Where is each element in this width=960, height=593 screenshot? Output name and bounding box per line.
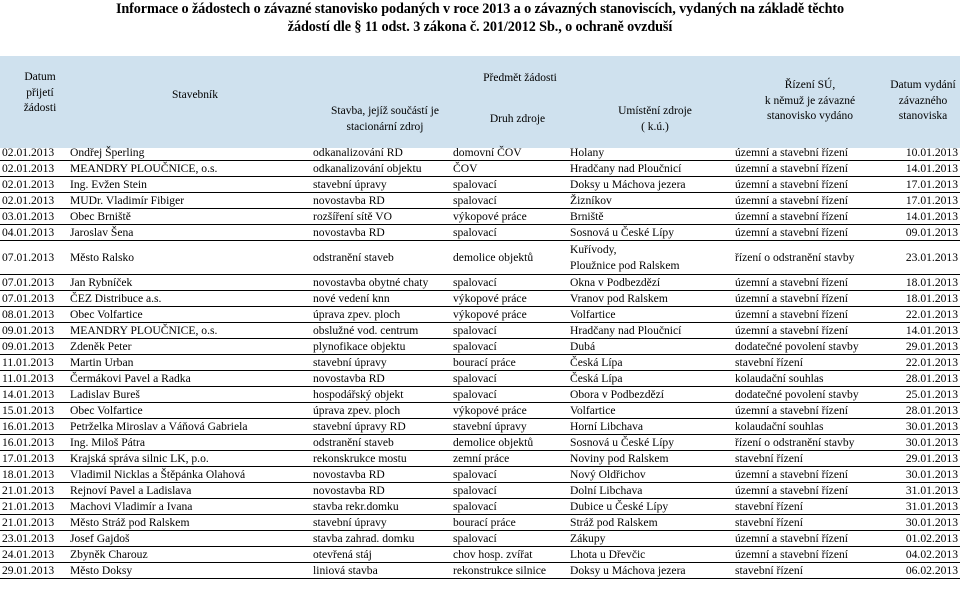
received-date-cell: 02.01.2013 [2,145,55,159]
procedure-cell: územní a stavební řízení [735,161,848,175]
location-cell: Noviny pod Ralskem [570,451,669,465]
received-date-cell: 08.01.2013 [2,307,55,321]
applicant-cell: Zbyněk Charouz [70,547,148,561]
issued-date-cell: 25.01.2013 [905,387,958,401]
header-datum-prijeti: Datum přijetí žádosti [23,71,57,114]
received-date-cell: 11.01.2013 [2,371,54,385]
issued-date-cell: 14.01.2013 [905,323,958,337]
table-row [0,515,960,531]
received-date-cell: 02.01.2013 [2,161,55,175]
building-cell: otevřená stáj [313,547,372,561]
location-cell: Horní Libchava [570,419,644,433]
source-type-cell: demolice objektů [453,250,534,264]
table-row [0,161,960,177]
requests-table [0,145,960,579]
title-line-1: Informace o žádostech o závazné stanovisko podaných v roce 2013 a o závazných stanoviscích, vydaných na základě těchto [115,1,845,17]
building-cell: úprava zpev. ploch [313,307,401,321]
received-date-cell: 14.01.2013 [2,387,55,401]
applicant-cell: Jaroslav Šena [70,225,134,239]
building-cell: novostavba RD [313,483,385,497]
procedure-cell: územní a stavební řízení [735,483,848,497]
applicant-cell: Město Doksy [70,563,133,577]
received-date-cell: 09.01.2013 [2,323,55,337]
location-cell: Sosnová u České Lípy [570,435,675,449]
received-date-cell: 17.01.2013 [2,451,55,465]
location-cell: Žizníkov [570,193,612,207]
table-row [0,209,960,225]
header-druh-zdroje: Druh zdroje [489,113,546,125]
applicant-cell: Martin Urban [70,355,134,369]
procedure-cell: územní a stavební řízení [735,177,848,191]
header-datum-vydani: Datum vydání závazného stanoviska [890,79,956,122]
header-stavba: Stavba, jejíž součástí je stacionární zdroj [331,105,439,133]
source-type-cell: spalovací [453,225,497,239]
title-line-2: žádostí dle § 11 odst. 3 zákona č. 201/2012 Sb., o ochraně ovzduší [287,19,673,35]
issued-date-cell: 29.01.2013 [905,339,958,353]
location-cell: Hradčany nad Ploučnicí [570,161,682,175]
issued-date-cell: 30.01.2013 [905,467,958,481]
source-type-cell: výkopové práce [453,307,527,321]
table-row [0,193,960,209]
source-type-cell: spalovací [453,467,497,481]
received-date-cell: 16.01.2013 [2,419,55,433]
source-type-cell: spalovací [453,387,497,401]
procedure-cell: územní a stavební řízení [735,193,848,207]
location-cell: Lhota u Dřevčic [570,547,646,561]
procedure-cell: územní a stavební řízení [735,323,848,337]
document-title [0,0,960,36]
received-date-cell: 07.01.2013 [2,275,55,289]
applicant-cell: MEANDRY PLOUČNICE, o.s. [70,161,218,175]
location-cell: Dubá [570,339,596,353]
table-row [0,499,960,515]
procedure-cell: stavební řízení [735,515,803,529]
source-type-cell: spalovací [453,483,497,497]
location-cell: Stráž pod Ralskem [570,515,658,529]
building-cell: odkanalizování RD [313,145,403,159]
procedure-cell: dodatečné povolení stavby [735,339,859,353]
source-type-cell: zemní práce [453,451,510,465]
table-row [0,145,960,161]
procedure-cell: územní a stavební řízení [735,547,848,561]
table-row [0,483,960,499]
table-row [0,177,960,193]
issued-date-cell: 10.01.2013 [905,145,958,159]
table-row [0,435,960,451]
source-type-cell: výkopové práce [453,403,527,417]
procedure-cell: řízení o odstranění stavby [735,250,855,264]
applicant-cell: Zdeněk Peter [70,339,132,353]
issued-date-cell: 28.01.2013 [905,403,958,417]
building-cell: odstranění staveb [313,435,394,449]
received-date-cell: 03.01.2013 [2,209,55,223]
building-cell: novostavba RD [313,193,385,207]
applicant-cell: Ing. Evžen Stein [70,177,147,191]
applicant-cell: Rejnoví Pavel a Ladislava [70,483,192,497]
building-cell: novostavba RD [313,371,385,385]
received-date-cell: 07.01.2013 [2,291,55,305]
location-cell: Zákupy [570,531,606,545]
applicant-cell: Vladimil Nicklas a Štěpánka Olahová [70,467,246,481]
source-type-cell: spalovací [453,275,497,289]
source-type-cell: výkopové práce [453,291,527,305]
table-row [0,563,960,579]
location-cell: Doksy u Máchova jezera [570,563,686,577]
issued-date-cell: 29.01.2013 [905,451,958,465]
applicant-cell: Ladislav Bureš [70,387,140,401]
source-type-cell: stavební úpravy [453,419,527,433]
received-date-cell: 07.01.2013 [2,250,55,264]
source-type-cell: spalovací [453,339,497,353]
table-row [0,339,960,355]
applicant-cell: Petrželka Miroslav a Váňová Gabriela [70,419,248,433]
procedure-cell: řízení o odstranění stavby [735,435,855,449]
table-row [0,419,960,435]
building-cell: rekonskrukce mostu [313,451,407,465]
table-header [0,56,960,148]
procedure-cell: dodatečné povolení stavby [735,387,859,401]
issued-date-cell: 22.01.2013 [905,355,958,369]
location-cell: Brniště [570,209,604,223]
applicant-cell: ČEZ Distribuce a.s. [70,291,162,305]
issued-date-cell: 04.02.2013 [905,547,958,561]
building-cell: plynofikace objektu [313,339,406,353]
source-type-cell: bourací práce [453,355,516,369]
received-date-cell: 21.01.2013 [2,483,55,497]
procedure-cell: stavební řízení [735,499,803,513]
location-cell: Dolní Libchava [570,483,643,497]
received-date-cell: 09.01.2013 [2,339,55,353]
received-date-cell: 29.01.2013 [2,563,55,577]
applicant-cell: MUDr. Vladimír Fibiger [70,193,185,207]
issued-date-cell: 18.01.2013 [905,275,958,289]
issued-date-cell: 17.01.2013 [905,177,958,191]
issued-date-cell: 30.01.2013 [905,419,958,433]
received-date-cell: 23.01.2013 [2,531,55,545]
building-cell: odstranění staveb [313,250,394,264]
location-cell: Okna v Podbezdězí [570,275,661,289]
header-stavebnik: Stavebník [172,89,218,101]
table-row [0,323,960,339]
source-type-cell: rekonstrukce silnice [453,563,547,577]
issued-date-cell: 14.01.2013 [905,161,958,175]
procedure-cell: územní a stavební řízení [735,209,848,223]
applicant-cell: MEANDRY PLOUČNICE, o.s. [70,323,218,337]
issued-date-cell: 09.01.2013 [905,225,958,239]
location-cell: Dubice u České Lípy [570,499,669,513]
issued-date-cell: 14.01.2013 [905,209,958,223]
table-row [0,275,960,291]
issued-date-cell: 30.01.2013 [905,515,958,529]
building-cell: stavební úpravy [313,177,387,191]
table-row [0,387,960,403]
building-cell: novostavba RD [313,225,385,239]
source-type-cell: spalovací [453,323,497,337]
issued-date-cell: 28.01.2013 [905,371,958,385]
procedure-cell: územní a stavební řízení [735,145,848,159]
building-cell: úprava zpev. ploch [313,403,401,417]
procedure-cell: územní a stavební řízení [735,275,848,289]
table-row [0,403,960,419]
procedure-cell: územní a stavební řízení [735,531,848,545]
location-cell: Česká Lípa [570,371,623,385]
received-date-cell: 02.01.2013 [2,193,55,207]
applicant-cell: Obec Brniště [70,209,131,223]
table-row [0,547,960,563]
building-cell: obslužné vod. centrum [313,323,419,337]
applicant-cell: Ondřej Šperling [70,145,145,159]
received-date-cell: 16.01.2013 [2,435,55,449]
building-cell: stavba rekr.domku [313,499,399,513]
header-umisteni-zdroje: Umístění zdroje ( k.ú.) [618,105,692,133]
issued-date-cell: 18.01.2013 [905,291,958,305]
table-row [0,371,960,387]
procedure-cell: kolaudační souhlas [735,419,824,433]
procedure-cell: kolaudační souhlas [735,371,824,385]
applicant-cell: Machovi Vladimír a Ivana [70,499,193,513]
building-cell: rozšíření sítě VO [313,209,392,223]
issued-date-cell: 31.01.2013 [905,499,958,513]
applicant-cell: Město Stráž pod Ralskem [70,515,190,529]
issued-date-cell: 06.02.2013 [905,563,958,577]
applicant-cell: Obec Volfartice [70,403,143,417]
location-cell: Doksy u Máchova jezera [570,177,686,191]
location-cell: Volfartice [570,307,616,321]
received-date-cell: 04.01.2013 [2,225,55,239]
location-cell: Volfartice [570,403,616,417]
building-cell: liniová stavba [313,563,378,577]
source-type-cell: spalovací [453,193,497,207]
received-date-cell: 21.01.2013 [2,499,55,513]
building-cell: odkanalizování objektu [313,161,422,175]
building-cell: stavební úpravy [313,355,387,369]
building-cell: nové vedení knn [313,291,390,305]
applicant-cell: Čermákovi Pavel a Radka [70,371,191,385]
location-cell: Nový Oldřichov [570,467,646,481]
received-date-cell: 11.01.2013 [2,355,54,369]
location-cell: Vranov pod Ralskem [570,291,668,305]
applicant-cell: Město Ralsko [70,250,135,264]
building-cell: hospodářský objekt [313,387,404,401]
location-cell: Obora v Podbezdězí [570,387,665,401]
source-type-cell: chov hosp. zvířat [453,547,533,561]
source-type-cell: výkopové práce [453,209,527,223]
table-row [0,241,960,275]
building-cell: novostavba obytné chaty [313,275,429,289]
issued-date-cell: 30.01.2013 [905,435,958,449]
procedure-cell: stavební řízení [735,355,803,369]
procedure-cell: územní a stavební řízení [735,467,848,481]
table-row [0,467,960,483]
procedure-cell: územní a stavební řízení [735,225,848,239]
building-cell: stavební úpravy [313,515,387,529]
building-cell: stavba zahrad. domku [313,531,415,545]
applicant-cell: Jan Rybníček [70,275,133,289]
source-type-cell: spalovací [453,371,497,385]
received-date-cell: 18.01.2013 [2,467,55,481]
source-type-cell: bourací práce [453,515,516,529]
procedure-cell: územní a stavební řízení [735,403,848,417]
source-type-cell: spalovací [453,499,497,513]
applicant-cell: Krajská správa silnic LK, p.o. [70,451,209,465]
received-date-cell: 21.01.2013 [2,515,55,529]
source-type-cell: spalovací [453,531,497,545]
procedure-cell: stavební řízení [735,563,803,577]
received-date-cell: 02.01.2013 [2,177,55,191]
table-row [0,291,960,307]
issued-date-cell: 17.01.2013 [905,193,958,207]
location-cell: Holany [570,145,605,159]
source-type-cell: spalovací [453,177,497,191]
table-row [0,451,960,467]
issued-date-cell: 23.01.2013 [905,250,958,264]
source-type-cell: domovní ČOV [453,145,522,159]
applicant-cell: Obec Volfartice [70,307,143,321]
received-date-cell: 15.01.2013 [2,403,55,417]
header-predmet-zadosti: Předmět žádosti [483,72,557,84]
location-cell: Hradčany nad Ploučnicí [570,323,682,337]
building-cell: novostavba RD [313,467,385,481]
procedure-cell: územní a stavební řízení [735,307,848,321]
building-cell: stavební úpravy RD [313,419,406,433]
table-row [0,355,960,371]
table-row [0,307,960,323]
source-type-cell: ČOV [453,161,478,175]
issued-date-cell: 22.01.2013 [905,307,958,321]
location-cell: Česká Lípa [570,355,623,369]
applicant-cell: Josef Gajdoš [70,531,130,545]
table-row [0,531,960,547]
location-cell: Sosnová u České Lípy [570,225,675,239]
received-date-cell: 24.01.2013 [2,547,55,561]
applicant-cell: Ing. Miloš Pátra [70,435,146,449]
table-row [0,225,960,241]
source-type-cell: demolice objektů [453,435,534,449]
location-cell: Kuřívody, Ploužnice pod Ralskem [570,242,680,272]
header-rizeni-su: Řízení SÚ, k němuž je závazné stanovisko vydáno [764,79,856,122]
issued-date-cell: 01.02.2013 [905,531,958,545]
procedure-cell: územní a stavební řízení [735,291,848,305]
issued-date-cell: 31.01.2013 [905,483,958,497]
procedure-cell: stavební řízení [735,451,803,465]
